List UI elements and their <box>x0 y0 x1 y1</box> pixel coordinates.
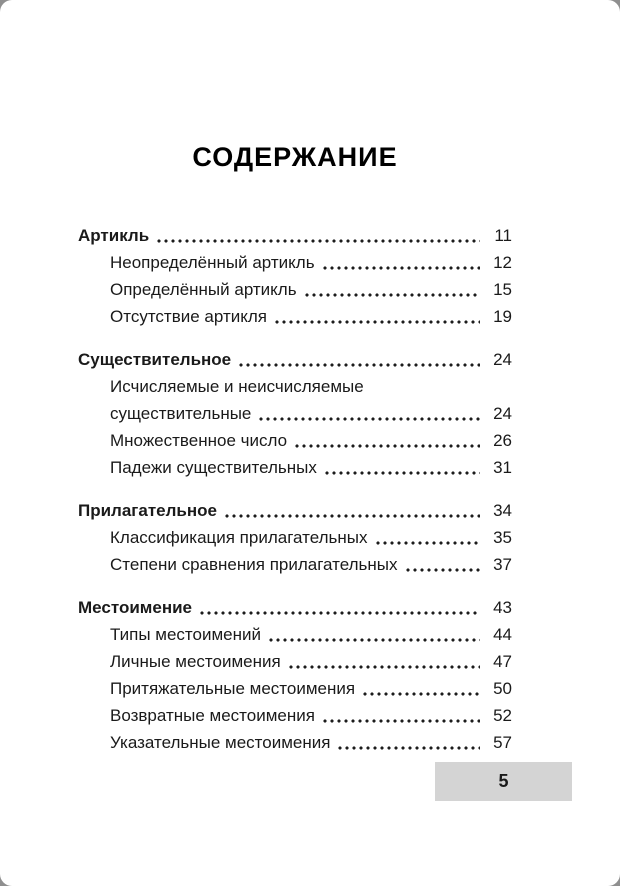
toc-items <box>78 249 512 330</box>
toc-item <box>78 427 512 454</box>
toc-item-page: 31 <box>493 458 512 477</box>
toc-heading-label: Артикль <box>78 226 150 245</box>
toc-item-page: 50 <box>493 679 512 698</box>
dot-leader <box>155 222 482 249</box>
dot-leader <box>321 249 482 276</box>
toc-item-row <box>110 621 512 648</box>
toc-item <box>78 373 512 427</box>
dot-leader <box>293 427 482 454</box>
toc-item <box>78 648 512 675</box>
toc-item-row <box>110 524 512 551</box>
toc-item-label: Падежи существительных <box>110 458 317 477</box>
toc-item-row <box>110 249 512 276</box>
toc-item-row <box>110 729 512 756</box>
toc-item-wrap-line: Исчисляемые и неисчисляемые <box>110 377 364 396</box>
toc-item-row <box>110 303 512 330</box>
toc-item-label: Неопределённый артикль <box>110 253 315 272</box>
toc-item <box>78 249 512 276</box>
toc-item-label: существительные <box>110 404 252 423</box>
toc-item-page: 47 <box>493 652 512 671</box>
toc-item-page: 37 <box>493 555 512 574</box>
toc-item-page: 19 <box>493 307 512 326</box>
toc-heading-label: Местоимение <box>78 598 192 617</box>
toc-heading-label: Прилагательное <box>78 501 217 520</box>
toc-item-page: 24 <box>493 404 512 423</box>
toc-item-label: Типы местоимений <box>110 625 261 644</box>
toc-item-page: 12 <box>493 253 512 272</box>
toc-items <box>78 621 512 756</box>
table-of-contents <box>78 222 512 756</box>
dot-leader <box>336 729 482 756</box>
toc-item-label: Указательные местоимения <box>110 733 331 752</box>
dot-leader <box>267 621 482 648</box>
toc-heading-page: 11 <box>494 226 512 245</box>
toc-heading-page: 34 <box>493 501 512 520</box>
toc-heading-page: 24 <box>493 350 512 369</box>
toc-items <box>78 373 512 481</box>
toc-heading-page: 43 <box>493 598 512 617</box>
dot-leader <box>223 497 482 524</box>
toc-item-row <box>110 427 512 454</box>
dot-leader <box>303 276 482 303</box>
toc-item <box>78 675 512 702</box>
toc-section <box>78 222 512 330</box>
toc-item <box>78 454 512 481</box>
toc-item-label: Притяжательные местоимения <box>110 679 356 698</box>
toc-item-label: Личные местоимения <box>110 652 281 671</box>
toc-item-label: Множественное число <box>110 431 288 450</box>
toc-heading-row <box>78 222 512 249</box>
toc-item <box>78 276 512 303</box>
dot-leader <box>361 675 482 702</box>
toc-item <box>78 551 512 578</box>
toc-item <box>78 729 512 756</box>
dot-leader <box>321 702 482 729</box>
toc-item-label: Степени сравнения прилагательных <box>110 555 398 574</box>
toc-item-row <box>110 648 512 675</box>
page-number: 5 <box>498 771 509 791</box>
dot-leader <box>257 400 482 427</box>
toc-item-page: 44 <box>493 625 512 644</box>
toc-item-row <box>110 276 512 303</box>
dot-leader <box>237 346 482 373</box>
toc-item-page: 57 <box>493 733 512 752</box>
page-title: СОДЕРЖАНИЕ <box>192 142 398 172</box>
dot-leader <box>198 594 482 621</box>
toc-section <box>78 594 512 756</box>
toc-item-page: 35 <box>493 528 512 547</box>
toc-item <box>78 303 512 330</box>
toc-item <box>78 702 512 729</box>
toc-items <box>78 524 512 578</box>
toc-heading-label: Существительное <box>78 350 232 369</box>
toc-item-page: 26 <box>493 431 512 450</box>
toc-item-row <box>110 551 512 578</box>
page-number-bar <box>435 762 572 801</box>
toc-item-row <box>110 675 512 702</box>
toc-section <box>78 346 512 481</box>
toc-item <box>78 621 512 648</box>
toc-item-page: 52 <box>493 706 512 725</box>
toc-item-label: Отсутствие артикля <box>110 307 267 326</box>
dot-leader <box>374 524 483 551</box>
toc-item-row <box>110 454 512 481</box>
toc-item-row <box>110 400 512 427</box>
toc-heading-row <box>78 346 512 373</box>
toc-heading-row <box>78 594 512 621</box>
toc-item-label: Определённый артикль <box>110 280 297 299</box>
toc-item <box>78 524 512 551</box>
dot-leader <box>273 303 482 330</box>
toc-heading-row <box>78 497 512 524</box>
toc-item-row <box>110 702 512 729</box>
toc-section <box>78 497 512 578</box>
dot-leader <box>323 454 482 481</box>
toc-item-page: 15 <box>493 280 512 299</box>
dot-leader <box>404 551 483 578</box>
toc-item-label: Классификация прилагательных <box>110 528 368 547</box>
dot-leader <box>287 648 482 675</box>
toc-item-label: Возвратные местоимения <box>110 706 315 725</box>
